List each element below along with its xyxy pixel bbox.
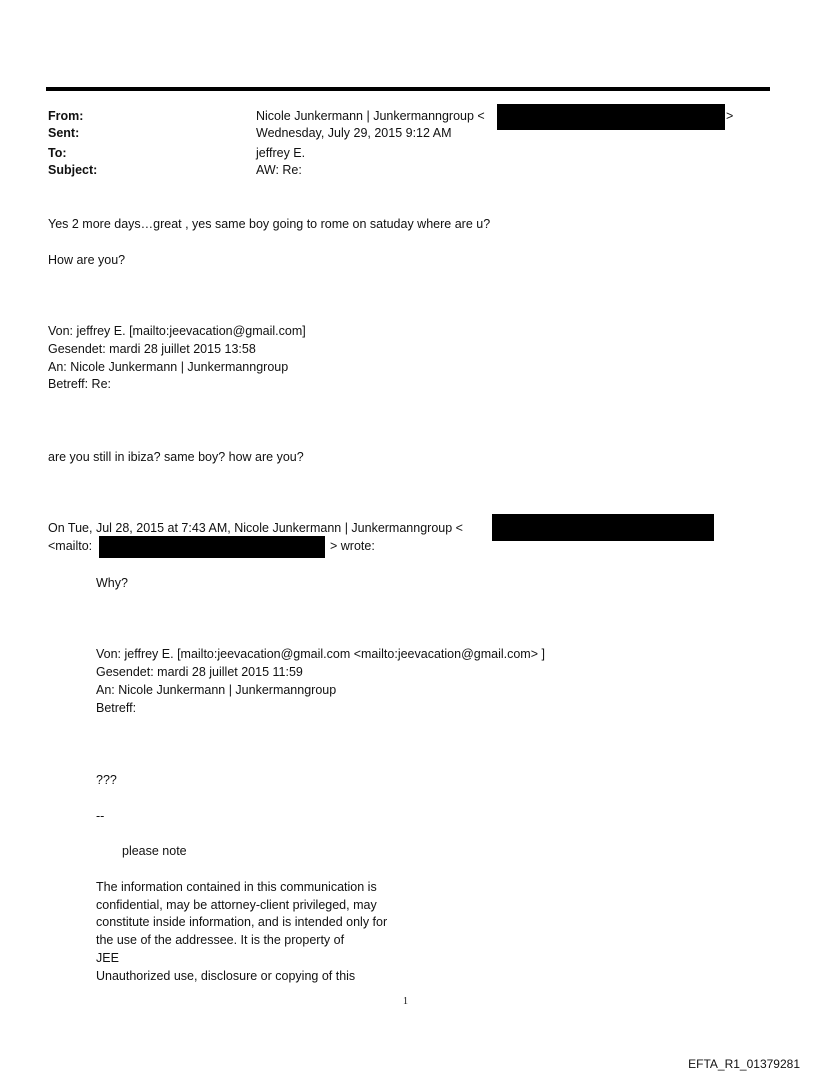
please-note: please note	[122, 844, 187, 858]
reply1-an: An: Nicole Junkermann | Junkermanngroup	[48, 360, 289, 374]
quote-betreff: Betreff:	[96, 701, 137, 715]
reply1-von: Von: jeffrey E. [mailto:jeevacation@gmail.com]	[48, 324, 306, 338]
from-close: >	[726, 109, 734, 123]
disclaimer-line: JEE	[96, 951, 119, 965]
quote-gesendet: Gesendet: mardi 28 juillet 2015 11:59	[96, 665, 303, 679]
signature-dashes: --	[96, 809, 105, 823]
subject-value: AW: Re:	[256, 163, 302, 177]
redaction-quote-email-2	[99, 536, 325, 558]
quote-intro-wrote: > wrote:	[330, 539, 375, 553]
header-rule	[46, 87, 770, 91]
quote-intro-mailto: <mailto:	[48, 539, 93, 553]
disclaimer-line: Unauthorized use, disclosure or copying of this	[96, 969, 356, 983]
page-number: 1	[403, 996, 408, 1007]
subject-label: Subject:	[48, 163, 98, 177]
quote-an: An: Nicole Junkermann | Junkermanngroup	[96, 683, 337, 697]
to-value: jeffrey E.	[256, 146, 306, 160]
disclaimer-line: confidential, may be attorney-client privileged, may	[96, 898, 377, 912]
disclaimer-line: The information contained in this communication is	[96, 880, 377, 894]
quote-von: Von: jeffrey E. [mailto:jeevacation@gmail.com <mailto:jeevacation@gmail.com> ]	[96, 647, 545, 661]
reply1-betreff: Betreff: Re:	[48, 377, 111, 391]
sent-label: Sent:	[48, 126, 80, 140]
redaction-quote-email-1	[492, 514, 714, 541]
reply1-gesendet: Gesendet: mardi 28 juillet 2015 13:58	[48, 342, 256, 356]
from-label: From:	[48, 109, 84, 123]
to-label: To:	[48, 146, 67, 160]
redaction-from-email	[497, 104, 725, 130]
quote-intro-line-1: On Tue, Jul 28, 2015 at 7:43 AM, Nicole Junkermann | Junkermanngroup <	[48, 521, 463, 535]
disclaimer-line: constitute inside information, and is intended only for	[96, 915, 388, 929]
quote-why: Why?	[96, 576, 128, 590]
body-line-2: How are you?	[48, 253, 126, 267]
quote-question-marks: ???	[96, 773, 117, 787]
body-line-1: Yes 2 more days…great , yes same boy going to rome on satuday where are u?	[48, 217, 491, 231]
disclaimer-line: the use of the addressee. It is the property of	[96, 933, 345, 947]
from-value: Nicole Junkermann | Junkermanngroup <	[256, 109, 485, 123]
reply1-text: are you still in ibiza? same boy? how are you?	[48, 450, 304, 464]
document-id: EFTA_R1_01379281	[688, 1057, 800, 1071]
sent-value: Wednesday, July 29, 2015 9:12 AM	[256, 126, 452, 140]
